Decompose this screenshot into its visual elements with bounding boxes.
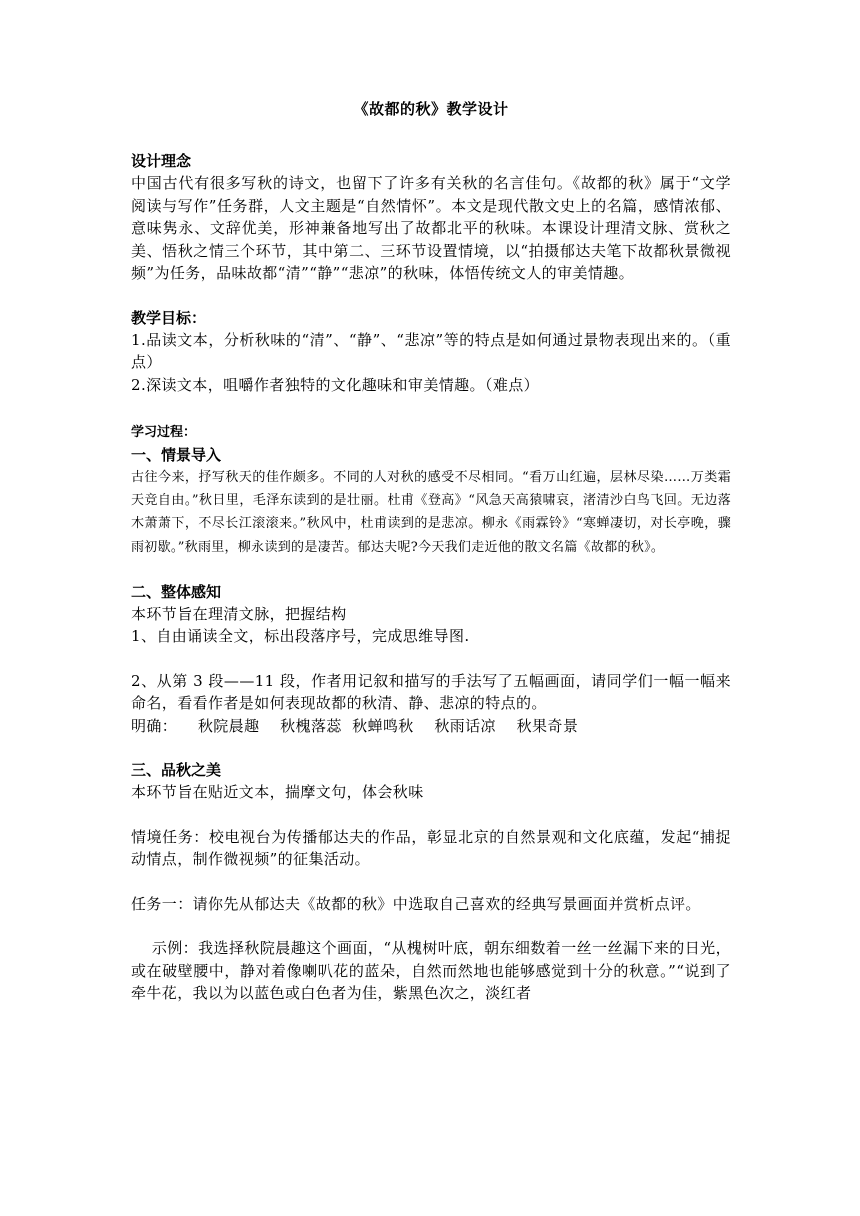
- spacer: [131, 285, 731, 307]
- design-concept-body: 中国古代有很多写秋的诗文，也留下了许多有关秋的名言佳句。《故都的秋》属于“文学阅读与写作”任务群，人文主题是“自然情怀”。本文是现代散文史上的名篇，感情浓郁、意味隽永、文辞优美，形神兼备地写出了故都北平的秋味。本课设计理清文脉、赏秋之美、悟秋之情三个环节，其中第二、三环节设置情境，以“拍摄郁达夫笔下故都秋景微视频”为任务，品味故都“清”“静”“悲凉”的秋味，体悟传统文人的审美情趣。: [131, 174, 731, 282]
- spacer: [131, 559, 731, 581]
- spacer: [131, 871, 731, 893]
- part1-heading: 一、情景导入: [131, 446, 222, 464]
- spacer: [131, 804, 731, 826]
- part2-task2: 2、从第 3 段——11 段，作者用记叙和描写的手法写了五幅画面，请同学们一幅一幅来命名，看看作者是如何表现故都的秋清、静、悲凉的特点的。: [131, 671, 731, 713]
- goal-item-2: 2.深读文本，咀嚼作者独特的文化趣味和审美情趣。（难点）: [131, 375, 540, 394]
- document-title: 《故都的秋》教学设计: [353, 100, 509, 118]
- part3-example: 示例：我选择秋院晨趣这个画面，“从槐树叶底，朝东细数着一丝一丝漏下来的日光，或在破壁腰中，静对着像喇叭花的蓝朵，自然而然地也能够感觉到十分的秋意。”“说到了牵牛花，我以为以蓝色或白色者为佳，紫黑色次之，淡红者: [131, 939, 731, 1003]
- part2-heading: 二、整体感知: [131, 582, 222, 601]
- spacer: [131, 737, 731, 759]
- part3-heading: 三、品秋之美: [131, 761, 222, 780]
- document-page: [131, 98, 731, 1005]
- part2-task1: 1、自由诵读全文，标出段落序号，完成思维导图.: [131, 627, 470, 646]
- part3-intro: 本环节旨在贴近文本，揣摩文句，体会秋味: [131, 783, 424, 802]
- design-concept-heading: 设计理念: [131, 152, 192, 170]
- spacer: [131, 396, 731, 422]
- spacer: [131, 915, 731, 937]
- part2-answer: 明确： 秋院晨趣 秋槐落蕊 秋蝉鸣秋 秋雨话凉 秋果奇景: [131, 716, 579, 735]
- process-heading: 学习过程：: [131, 425, 197, 440]
- part3-task1: 任务一：请你先从郁达夫《故都的秋》中选取自己喜欢的经典写景画面并赏析点评。: [131, 894, 701, 913]
- part1-body: 古往今来，抒写秋天的佳作颇多。不同的人对秋的感受不尽相同。“看万山红遍，层林尽染……万类霜天竞自由。”秋日里，毛泽东读到的是壮丽。杜甫《登高》“风急天高猿啸哀，渚清沙白鸟飞回。无边落木萧萧下，不尽长江滚滚来。”秋风中，杜甫读到的是悲凉。柳永《雨霖铃》“寒蝉凄切，对长亭晚，骤雨初歇。”秋雨里，柳永读到的是凄苦。郁达夫呢?今天我们走近他的散文名篇《故都的秋》。: [131, 470, 731, 555]
- goals-heading: 教学目标：: [131, 308, 207, 327]
- spacer: [131, 648, 731, 670]
- part3-scenario: 情境任务：校电视台为传播郁达夫的作品，彰显北京的自然景观和文化底蕴，发起“捕捉动情点，制作微视频”的征集活动。: [131, 827, 731, 869]
- goal-item-1: 1.品读文本，分析秋味的“清”、“静”、“悲凉”等的特点是如何通过景物表现出来的。（重点）: [131, 330, 731, 371]
- part2-intro: 本环节旨在理清文脉，把握结构: [131, 604, 347, 623]
